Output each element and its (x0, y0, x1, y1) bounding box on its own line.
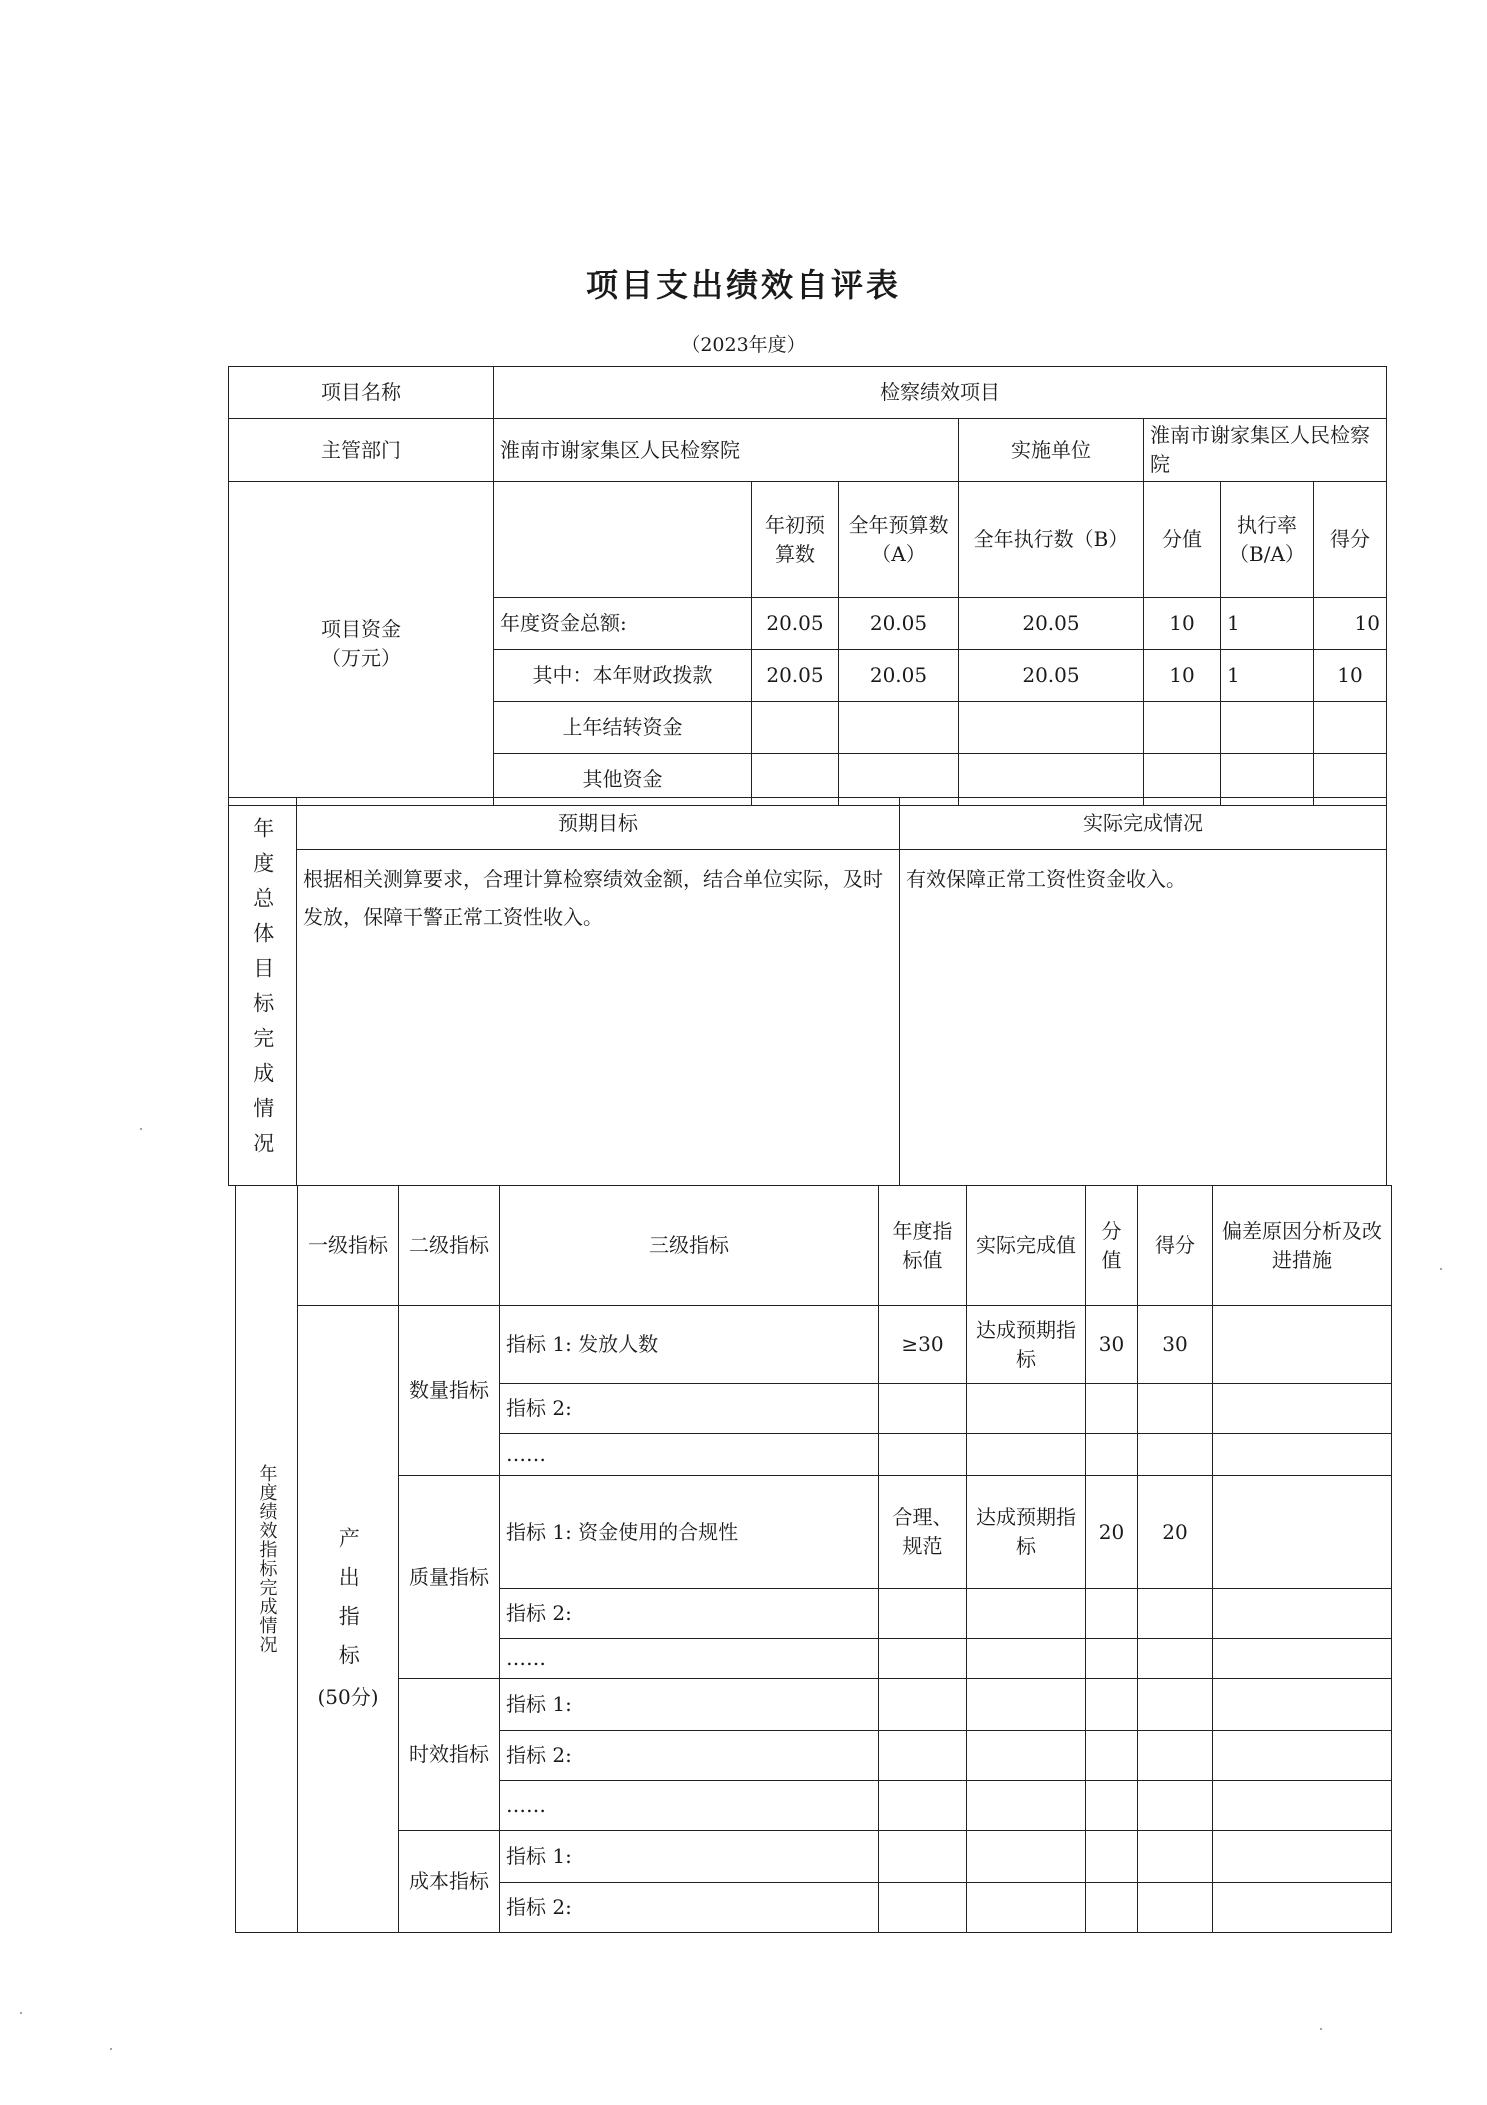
indicator-name: 指标 1: 发放人数 (500, 1306, 879, 1384)
report-year: （2023年度） (681, 334, 806, 356)
indicator-deviation (1213, 1883, 1392, 1933)
header-deviation: 偏差原因分析及改进措施 (1213, 1186, 1392, 1306)
funds-score (1314, 702, 1387, 754)
indicator-deviation (1213, 1306, 1392, 1384)
indicator-score: 30 (1138, 1306, 1213, 1384)
indicator-weight: 30 (1086, 1306, 1138, 1384)
indicator-row (236, 1476, 1392, 1589)
indicator-actual (967, 1679, 1086, 1731)
indicator-actual (967, 1731, 1086, 1781)
indicator-name: 指标 1: (500, 1831, 879, 1883)
indicator-deviation (1213, 1434, 1392, 1476)
funds-annual (839, 702, 959, 754)
header-level1: 一级指标 (298, 1186, 399, 1306)
indicator-weight (1086, 1781, 1138, 1831)
header-initial: 年初预算数 (752, 482, 839, 598)
scan-speckle (1440, 1268, 1442, 1270)
header-rate: 执行率（B/A） (1221, 482, 1314, 598)
indicator-target (879, 1731, 967, 1781)
funds-rate: 1 (1221, 598, 1314, 650)
indicator-actual (967, 1434, 1086, 1476)
cost-label: 成本指标 (399, 1831, 500, 1933)
indicator-target (879, 1831, 967, 1883)
goals-table (228, 797, 1387, 1186)
scan-speckle (110, 2048, 112, 2050)
indicator-deviation (1213, 1476, 1392, 1589)
output-indicator-label: 产出指标 (336, 1526, 361, 1683)
funds-row-label: 其中：本年财政拨款 (494, 650, 752, 702)
indicator-row (236, 1831, 1392, 1883)
funds-rate (1221, 702, 1314, 754)
header-weight: 分值 (1086, 1186, 1138, 1306)
funds-rate: 1 (1221, 650, 1314, 702)
indicator-score (1138, 1731, 1213, 1781)
funds-label: 项目资金 (321, 616, 401, 641)
indicator-weight (1086, 1731, 1138, 1781)
funds-annual: 20.05 (839, 598, 959, 650)
header-target: 年度指标值 (879, 1186, 967, 1306)
indicator-target (879, 1639, 967, 1679)
indicator-score (1138, 1384, 1213, 1434)
indicator-deviation (1213, 1831, 1392, 1883)
funds-row-label: 上年结转资金 (494, 702, 752, 754)
indicator-score (1138, 1781, 1213, 1831)
header-actual: 实际完成值 (967, 1186, 1086, 1306)
indicator-weight (1086, 1384, 1138, 1434)
dept-label: 主管部门 (229, 419, 494, 482)
impl-value: 淮南市谢家集区人民检察院 (1144, 419, 1387, 482)
funds-weight (1144, 702, 1221, 754)
indicator-row (236, 1679, 1392, 1731)
funds-row-label: 年度资金总额: (494, 598, 752, 650)
indicator-score (1138, 1679, 1213, 1731)
indicator-actual (967, 1639, 1086, 1679)
indicator-target (879, 1384, 967, 1434)
indicator-weight (1086, 1589, 1138, 1639)
indicator-actual (967, 1384, 1086, 1434)
indicator-name: …… (500, 1781, 879, 1831)
indicators-table (235, 1185, 1392, 1933)
indicators-section-cell (236, 1186, 298, 1933)
indicator-name: …… (500, 1434, 879, 1476)
header-score: 得分 (1314, 482, 1387, 598)
indicator-actual (967, 1589, 1086, 1639)
indicator-name: 指标 2: (500, 1384, 879, 1434)
funds-initial (752, 702, 839, 754)
indicator-actual (967, 1831, 1086, 1883)
indicator-row (236, 1306, 1392, 1384)
impl-label: 实施单位 (959, 419, 1144, 482)
project-name-label: 项目名称 (229, 367, 494, 419)
indicator-score (1138, 1883, 1213, 1933)
funds-initial: 20.05 (752, 650, 839, 702)
indicator-actual: 达成预期指标 (967, 1306, 1086, 1384)
funds-header-blank (494, 482, 752, 598)
indicator-target (879, 1883, 967, 1933)
funds-weight: 10 (1144, 598, 1221, 650)
output-indicator-cell (298, 1306, 399, 1933)
indicators-section-label: 年度绩效指标完成情况 (256, 1464, 278, 1654)
indicator-deviation (1213, 1589, 1392, 1639)
funds-executed (959, 702, 1144, 754)
indicator-score (1138, 1434, 1213, 1476)
indicator-weight (1086, 1831, 1138, 1883)
indicator-actual (967, 1781, 1086, 1831)
page-title: 项目支出绩效自评表 (585, 266, 901, 304)
indicator-target (879, 1781, 967, 1831)
timeliness-label: 时效指标 (399, 1679, 500, 1831)
header-score: 得分 (1138, 1186, 1213, 1306)
indicator-weight (1086, 1679, 1138, 1731)
indicator-actual (967, 1883, 1086, 1933)
funds-initial: 20.05 (752, 598, 839, 650)
indicator-target (879, 1434, 967, 1476)
funds-executed: 20.05 (959, 650, 1144, 702)
indicator-name: 指标 1: 资金使用的合规性 (500, 1476, 879, 1589)
indicator-name: 指标 2: (500, 1589, 879, 1639)
funds-annual: 20.05 (839, 650, 959, 702)
funds-executed: 20.05 (959, 598, 1144, 650)
indicator-target (879, 1589, 967, 1639)
indicator-weight: 20 (1086, 1476, 1138, 1589)
indicator-name: 指标 1: (500, 1679, 879, 1731)
actual-result-header: 实际完成情况 (900, 798, 1387, 850)
expected-goal-header: 预期目标 (297, 798, 900, 850)
indicator-score (1138, 1639, 1213, 1679)
goals-section-cell (229, 798, 297, 1186)
indicator-target (879, 1679, 967, 1731)
indicator-weight (1086, 1434, 1138, 1476)
expected-goal-text: 根据相关测算要求，合理计算检察绩效金额，结合单位实际，及时发放，保障干警正常工资性收入。 (297, 850, 900, 1186)
quantity-label: 数量指标 (399, 1306, 500, 1476)
indicator-deviation (1213, 1781, 1392, 1831)
goals-section-label: 年度总体目标完成情况 (250, 816, 275, 1167)
indicator-score: 20 (1138, 1476, 1213, 1589)
indicator-deviation (1213, 1731, 1392, 1781)
scan-speckle (140, 1128, 142, 1130)
indicator-score (1138, 1831, 1213, 1883)
indicator-deviation (1213, 1639, 1392, 1679)
scan-speckle (1320, 2028, 1322, 2030)
funds-label-cell (229, 482, 494, 806)
funds-weight: 10 (1144, 650, 1221, 702)
funds-score: 10 (1314, 650, 1387, 702)
dept-value: 淮南市谢家集区人民检察院 (494, 419, 959, 482)
funds-table (228, 366, 1387, 806)
project-name: 检察绩效项目 (494, 367, 1387, 419)
indicator-weight (1086, 1883, 1138, 1933)
indicator-weight (1086, 1639, 1138, 1679)
header-level3: 三级指标 (500, 1186, 879, 1306)
quality-label: 质量指标 (399, 1476, 500, 1679)
indicator-deviation (1213, 1384, 1392, 1434)
scan-speckle (20, 2012, 22, 2014)
header-weight: 分值 (1144, 482, 1221, 598)
funds-score: 10 (1314, 598, 1387, 650)
indicator-deviation (1213, 1679, 1392, 1731)
header-executed: 全年执行数（B） (959, 482, 1144, 598)
header-annual: 全年预算数（A） (839, 482, 959, 598)
funds-unit: （万元） (321, 645, 401, 670)
indicator-name: …… (500, 1639, 879, 1679)
indicator-name: 指标 2: (500, 1883, 879, 1933)
funds-row-label: 其他资金 (494, 754, 752, 806)
indicator-target: ≥30 (879, 1306, 967, 1384)
indicator-name: 指标 2: (500, 1731, 879, 1781)
output-points: (50分) (317, 1684, 379, 1709)
actual-result-text: 有效保障正常工资性资金收入。 (900, 850, 1387, 1186)
indicator-target: 合理、规范 (879, 1476, 967, 1589)
indicator-actual: 达成预期指标 (967, 1476, 1086, 1589)
header-level2: 二级指标 (399, 1186, 500, 1306)
indicator-score (1138, 1589, 1213, 1639)
